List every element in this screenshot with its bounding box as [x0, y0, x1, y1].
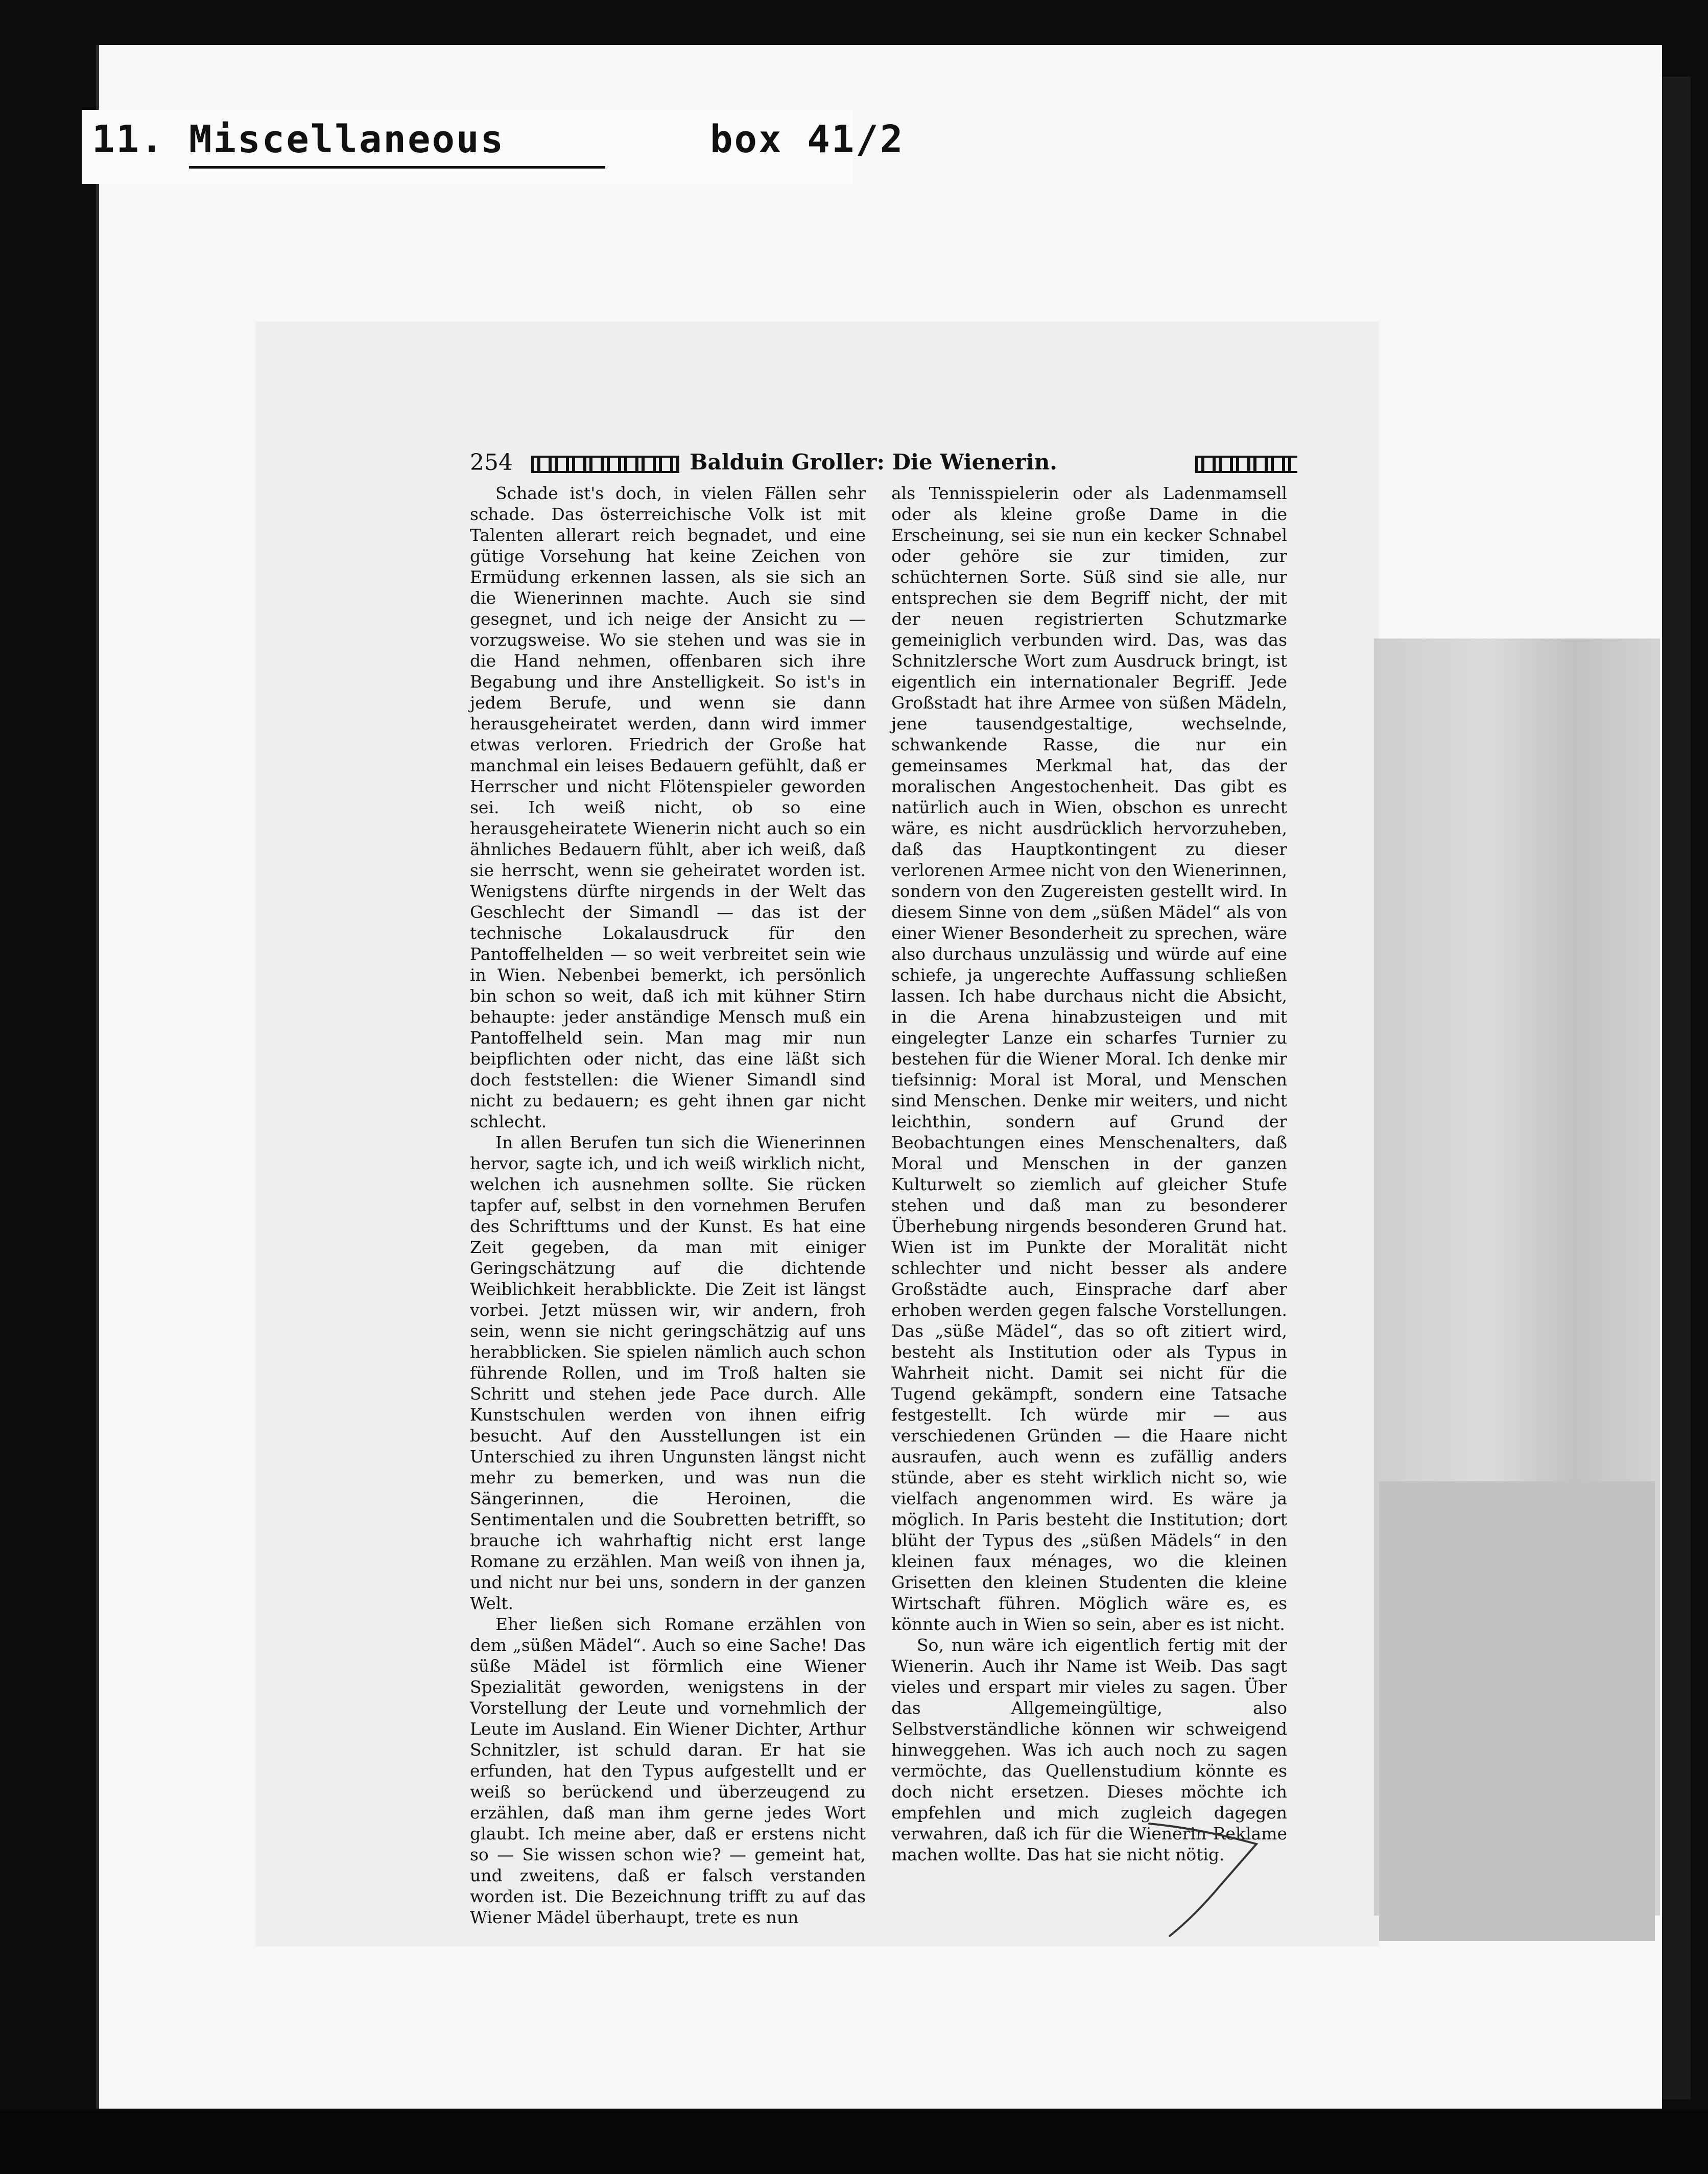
- paragraph: als Tennisspielerin oder als Ladenmamsell oder als kleine große Dame in die Erscheinung, sei sie nun ein kecker Schnabel oder gehöre sie zur timiden, zur schüchternen Sorte. Süß sind sie alle, nur entsprechen sie dem Begriff nicht, der mit der neuen registrierten Schutzmarke gemeiniglich verbunden wird. Das, was das Schnitzlersche Wort zum Ausdruck bringt, ist eigentlich ein internationaler Begriff. Jede Großstadt hat ihre Armee von süßen Mädeln, jene tausendgestaltige, wechselnde, schwankende Rasse, die nur ein gemeinsames Merkmal hat, das der moralischen Angestochenheit. Das gibt es natürlich auch in Wien, obschon es unrecht wäre, es nicht ausdrücklich hervorzuheben, daß das Hauptkontingent zu dieser verlorenen Armee nicht von den Wienerinnen, sondern von den Zugereisten gestellt wird. In diesem Sinne von dem „süßen Mädel“ als von einer Wiener Besonderheit zu sprechen, wäre also durchaus unzulässig und würde auf eine schiefe, ja ungerechte Auffassung schließen lassen. Ich habe durchaus nicht die Absicht, in die Arena hinabzusteigen und mit eingelegter Lanze ein scharfes Turnier zu bestehen für die Wiener Moral. Ich denke mir tiefsinnig: Moral ist Moral, und Menschen sind Menschen. Denke mir weiters, und nicht leichthin, sondern auf Grund der Beobachtungen eines Menschenalters, daß Moral und Menschen in der ganzen Kulturwelt so ziemlich auf gleicher Stufe stehen und daß man zu besonderer Überhebung nirgends besonderen Grund hat. Wien ist im Punkte der Moralität nicht schlechter und nicht besser als andere Großstädte auch, Einsprache darf aber erhoben werden gegen falsche Vorstellungen. Das „süße Mädel“, das so oft zitiert wird, besteht als Institution oder als Typus in Wahrheit nicht. Damit sei nicht für die Tugend gekämpft, sondern eine Tatsache festgestellt. Ich würde mir — aus verschiedenen Gründen — die Haare nicht ausraufen, auch wenn es zufällig anders stünde, aber es steht wirklich nicht so, wie vielfach angenommen wird. Es wäre ja möglich. In Paris besteht die Institution; dort blüht der Typus des „süßen Mädels“ in den kleinen faux ménages, wo die kleinen Grisetten den kleinen Studenten die kleine Wirtschaft führen. Möglich wäre es, es könnte auch in Wien so sein, aber es ist nicht.: [891, 483, 1287, 1634]
- pencil-check-mark: [1139, 1813, 1292, 1941]
- text-column-left: [470, 483, 866, 1928]
- folder-box: box 41/2: [710, 117, 905, 161]
- running-head: [470, 450, 1302, 480]
- folder-number: 11.: [92, 117, 165, 161]
- text-column-right: [891, 483, 1287, 1865]
- paragraph: So, nun wäre ich eigentlich fertig mit der Wienerin. Auch ihr Name ist Weib. Das sagt vieles und erspart mir vieles zu sagen. Über das Allgemeingültige, also Selbstverständliche können wir schweigend hinweggehen. Was ich auch noch zu sagen vermöchte, das Quellenstudium könnte es doch nicht ersetzen. Dieses möchte ich empfehlen und mich zugleich dagegen verwahren, daß ich für die Wienerin Reklame machen wollte. Das hat sie nicht nötig.: [891, 1635, 1287, 1864]
- category-underline: [189, 166, 605, 169]
- paragraph: Schade ist's doch, in vielen Fällen sehr schade. Das österreichische Volk ist mit Talenten allerart reich begnadet, und eine gütige Vorsehung hat keine Zeichen von Ermüdung erkennen lassen, als sie sich an die Wienerinnen machte. Auch sie sind gesegnet, und ich neige der Ansicht zu — vorzugsweise. Wo sie stehen und was sie in die Hand nehmen, offenbaren sich ihre Begabung und ihre Anstelligkeit. So ist's in jedem Berufe, und wenn sie dann herausgeheiratet werden, dann wird immer etwas verloren. Friedrich der Große hat manchmal ein leises Bedauern gefühlt, daß er Herrscher und nicht Flötenspieler geworden sei. Ich weiß nicht, ob so eine herausgeheiratete Wienerin nicht auch so ein ähnliches Bedauern fühlt, aber ich weiß, daß sie herrscht, wenn sie geheiratet worden ist. Wenigstens dürfte nirgends in der Welt das Geschlecht der Simandl — das ist der technische Lokalausdruck für den Pantoffelhelden — so weit verbreitet sein wie in Wien. Nebenbei bemerkt, ich persönlich bin schon so weit, daß ich mit kühner Stirn behaupte: jeder anständige Mensch muß ein Pantoffelheld sein. Man mag mir nun beipflichten oder nicht, das eine läßt sich doch feststellen: die Wiener Simandl sind nicht zu bedauern; es geht ihnen gar nicht schlecht.: [470, 483, 866, 1131]
- folder-label: [82, 110, 905, 184]
- running-title: Balduin Groller: Die Wienerin.: [690, 450, 1057, 475]
- page-number: 254: [470, 450, 513, 476]
- ornament-left: [531, 456, 679, 473]
- scan-bottom-border: [0, 2110, 1708, 2174]
- ornament-right: [1195, 456, 1297, 473]
- sheet-edge-shadow: [1660, 77, 1691, 2099]
- scan-shadow-lower: [1379, 1481, 1655, 1941]
- paragraph: In allen Berufen tun sich die Wienerinnen hervor, sagte ich, und ich weiß wirklich nicht, welchen ich ausnehmen sollte. Sie rücken tapfer auf, selbst in den vornehmen Berufen des Schrifttums und der Kunst. Es hat eine Zeit gegeben, da man mit einiger Geringschätzung auf die dichtende Weiblichkeit herabblickte. Die Zeit ist längst vorbei. Jetzt müssen wir, wir andern, froh sein, wenn sie nicht geringschätzig auf uns herabblicken. Sie spielen nämlich auch schon führende Rollen, und im Troß halten sie Schritt und stehen jede Pace durch. Alle Kunstschulen werden von ihnen eifrig besucht. Auf den Ausstellungen ist ein Unterschied zu ihren Ungunsten längst nicht mehr zu bemerken, und was nun die Sängerinnen, die Heroinen, die Sentimentalen und die Soubretten betrifft, so brauche ich wahrhaftig nicht erst lange Romane zu erzählen. Man weiß von ihnen ja, und nicht nur bei uns, sondern in der ganzen Welt.: [470, 1132, 866, 1613]
- paragraph: Eher ließen sich Romane erzählen von dem „süßen Mädel“. Auch so eine Sache! Das süße Mädel ist förmlich eine Wiener Spezialität geworden, wenigstens in der Vorstellung der Leute und vornehmlich der Leute im Ausland. Ein Wiener Dichter, Arthur Schnitzler, ist schuld daran. Er hat sie erfunden, hat den Typus aufgestellt und er weiß so berückend und überzeugend zu erzählen, daß man ihm gerne jedes Wort glaubt. Ich meine aber, daß er erstens nicht so — Sie wissen schon wie? — gemeint hat, und zweitens, daß er falsch verstanden worden ist. Die Bezeichnung trifft zu auf das Wiener Mädel überhaupt, trete es nun: [470, 1614, 866, 1927]
- folder-category: Miscellaneous: [189, 117, 505, 161]
